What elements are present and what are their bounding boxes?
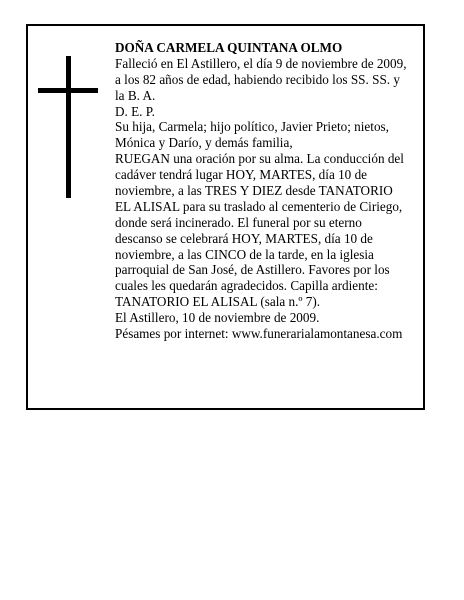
notice-line: RUEGAN una oración por su alma. La conducción del — [115, 151, 404, 167]
notice-line: EL ALISAL para su traslado al cementerio de Ciriego, — [115, 198, 403, 214]
obituary-notice — [26, 24, 425, 410]
notice-line: cuales les quedarán agradecidos. Capilla ardiente: — [115, 278, 378, 294]
notice-line: noviembre, a las TRES Y DIEZ desde TANATORIO — [115, 183, 393, 199]
notice-line: D. E. P. — [115, 103, 155, 119]
notice-line: donde será incinerado. El funeral por su eterno — [115, 214, 362, 230]
notice-line: a los 82 años de edad, habiendo recibido los SS. SS. y — [115, 71, 400, 87]
notice-line: Mónica y Darío, y demás familia, — [115, 135, 293, 151]
notice-line: Pésames por internet: www.funerarialamontanesa.com — [115, 326, 403, 342]
notice-line: noviembre, a las CINCO de la tarde, en la iglesia — [115, 246, 374, 262]
cross-icon — [38, 56, 98, 198]
deceased-name: DOÑA CARMELA QUINTANA OLMO — [115, 40, 343, 55]
notice-line: Falleció en El Astillero, el día 9 de noviembre de 2009, — [115, 55, 407, 71]
notice-line: Su hija, Carmela; hijo político, Javier Prieto; nietos, — [115, 119, 389, 135]
notice-line: cadáver tendrá lugar HOY, MARTES, día 10 de — [115, 167, 368, 183]
notice-text — [115, 40, 421, 342]
notice-line: parroquial de San José, de Astillero. Favores por los — [115, 262, 390, 278]
notice-line: descanso se celebrará HOY, MARTES, día 10 de — [115, 230, 373, 246]
notice-line: El Astillero, 10 de noviembre de 2009. — [115, 310, 320, 326]
notice-line: la B. A. — [115, 87, 156, 103]
cross-horizontal-bar — [38, 88, 98, 93]
notice-line: TANATORIO EL ALISAL (sala n.º 7). — [115, 294, 321, 310]
cross-vertical-bar — [66, 56, 71, 198]
